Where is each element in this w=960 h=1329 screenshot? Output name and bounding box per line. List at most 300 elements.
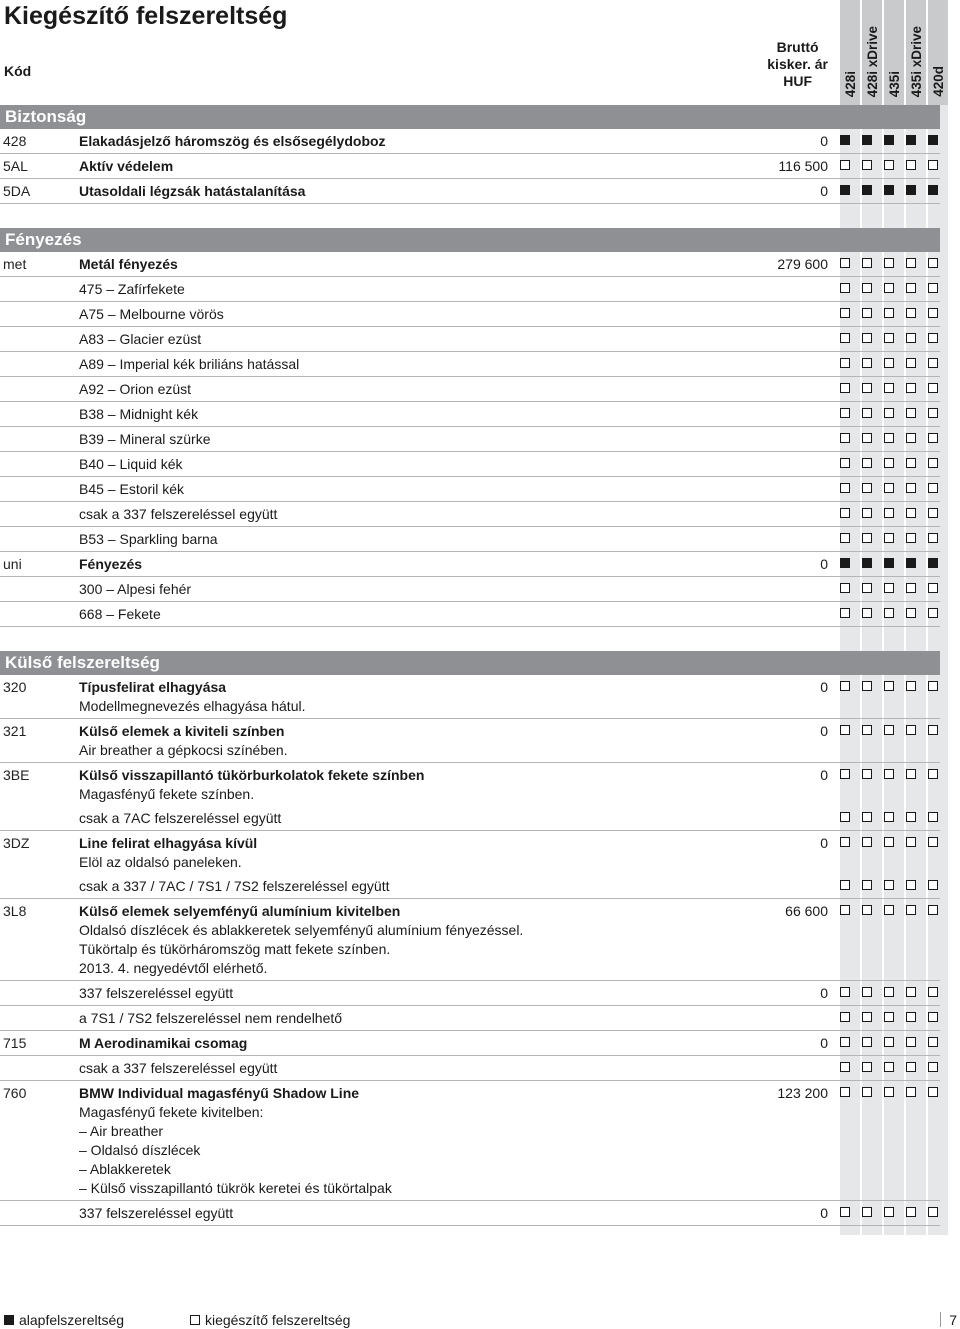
legend-optional: kiegészítő felszereltség [190,1312,351,1328]
page-title: Kiegészítő felszereltség [4,2,288,30]
option-description [79,480,699,499]
optional-mark-icon [840,408,850,418]
availability-marks [840,533,940,545]
optional-mark-icon [884,383,894,393]
table-row [0,763,940,806]
optional-mark-icon [928,283,938,293]
option-description [79,530,699,549]
option-code: 3L8 [3,903,27,919]
optional-mark-icon [928,583,938,593]
availability-marks [840,408,940,420]
description-line: Fényezés [79,556,143,572]
optional-mark-icon [928,880,938,890]
availability-marks [840,483,940,495]
optional-mark-icon [840,1207,850,1217]
optional-mark-icon [862,1012,872,1022]
option-code: 320 [3,679,27,695]
option-code: 3DZ [3,835,30,851]
optional-mark-icon [884,508,894,518]
description-line: Elöl az oldalsó paneleken. [79,854,242,870]
optional-mark-icon [862,458,872,468]
option-price: 0 [820,767,828,783]
description-line: Elakadásjelző háromszög és elsősegélydoboz [79,133,386,149]
price-column-header: Bruttó kisker. ár HUF [767,39,828,89]
optional-mark-icon [906,508,916,518]
availability-marks [840,583,940,595]
table-row [0,831,940,874]
optional-mark-icon [928,408,938,418]
section-gap [0,204,960,228]
optional-mark-icon [884,1037,894,1047]
section-header: Fényezés [0,228,940,252]
standard-mark-icon [906,135,916,145]
optional-mark-icon [906,258,916,268]
optional-mark-icon [862,408,872,418]
standard-mark-icon [928,135,938,145]
table-row [0,1201,940,1226]
option-code: met [3,256,27,272]
option-code: 321 [3,723,27,739]
optional-mark-icon [906,1207,916,1217]
description-line: Aktív védelem [79,158,174,174]
optional-mark-icon [862,433,872,443]
option-description [79,330,699,349]
description-line: A75 – Melbourne vörös [79,306,224,322]
optional-mark-icon [862,583,872,593]
optional-mark-icon [862,987,872,997]
option-description [79,766,699,804]
table-row [0,719,940,763]
optional-mark-icon [928,1207,938,1217]
optional-mark-icon [906,458,916,468]
optional-mark-icon [862,483,872,493]
description-line: 300 – Alpesi fehér [79,581,192,597]
table-row [0,527,940,552]
availability-marks [840,308,940,320]
availability-marks [840,185,940,197]
standard-mark-icon [928,185,938,195]
optional-mark-icon [884,160,894,170]
description-line: Magasfényű fekete színben. [79,786,255,802]
optional-mark-icon [862,283,872,293]
model-header-428i-xdrive: 428i xDrive [862,0,882,105]
optional-mark-icon [884,681,894,691]
availability-marks [840,558,940,570]
table-row [0,477,940,502]
option-description [79,605,699,624]
option-description [79,505,699,524]
availability-marks [840,1087,940,1099]
option-price: 116 500 [778,158,828,174]
optional-mark-icon [840,905,850,915]
optional-mark-icon [928,433,938,443]
availability-marks [840,905,940,917]
optional-mark-icon [928,458,938,468]
optional-mark-icon [906,408,916,418]
option-description [79,280,699,299]
description-line: csak a 7AC felszereléssel együtt [79,810,282,826]
availability-marks [840,880,940,892]
option-description [79,902,699,978]
table-row [0,179,940,204]
optional-mark-icon [884,725,894,735]
table-row [0,899,940,981]
description-line: Air breather a gépkocsi színében. [79,742,288,758]
description-line: Metál fényezés [79,256,178,272]
option-description [79,1204,699,1223]
optional-mark-icon [884,458,894,468]
optional-mark-icon [840,308,850,318]
table-row [0,1031,940,1056]
optional-mark-icon [928,987,938,997]
table-row [0,154,940,179]
optional-mark-icon [862,1037,872,1047]
availability-marks [840,987,940,999]
optional-mark-icon [884,1207,894,1217]
description-line: – Air breather [79,1123,164,1139]
table-row [0,602,940,627]
optional-mark-icon [906,358,916,368]
empty-square-icon [190,1315,200,1325]
optional-mark-icon [840,1087,850,1097]
description-line: B45 – Estoril kék [79,481,185,497]
option-description [79,809,699,828]
availability-marks [840,358,940,370]
option-description [79,678,699,716]
legend-standard: alapfelszereltség [4,1312,124,1328]
option-description [79,1059,699,1078]
availability-marks [840,725,940,737]
table-row [0,806,940,831]
optional-mark-icon [840,508,850,518]
section-header: Külső felszereltség [0,651,940,675]
availability-marks [840,283,940,295]
option-description [79,1009,699,1028]
option-code: 760 [3,1085,27,1101]
optional-mark-icon [884,483,894,493]
standard-mark-icon [840,135,850,145]
description-line: Utasoldali légzsák hatástalanítása [79,183,306,199]
optional-mark-icon [928,508,938,518]
optional-mark-icon [928,1012,938,1022]
option-price: 0 [820,985,828,1001]
optional-mark-icon [906,608,916,618]
optional-mark-icon [906,681,916,691]
optional-mark-icon [906,583,916,593]
optional-mark-icon [928,812,938,822]
optional-mark-icon [906,308,916,318]
description-line: 2013. 4. negyedévtől elérhető. [79,960,268,976]
optional-mark-icon [906,1062,916,1072]
standard-mark-icon [928,558,938,568]
optional-mark-icon [840,1037,850,1047]
optional-mark-icon [862,1087,872,1097]
option-description [79,305,699,324]
description-line: M Aerodinamikai csomag [79,1035,248,1051]
optional-mark-icon [862,308,872,318]
description-line: Tükörtalp és tükörháromszög matt fekete színben. [79,941,391,957]
standard-mark-icon [862,135,872,145]
optional-mark-icon [840,383,850,393]
optional-mark-icon [928,533,938,543]
option-description [79,182,699,201]
availability-marks [840,383,940,395]
optional-mark-icon [928,160,938,170]
optional-mark-icon [884,433,894,443]
optional-mark-icon [862,533,872,543]
description-line: – Ablakkeretek [79,1161,171,1177]
optional-mark-icon [862,608,872,618]
equipment-table [0,105,960,1226]
optional-mark-icon [840,258,850,268]
option-price: 279 600 [777,256,828,272]
description-line: Külső visszapillantó tükörburkolatok fekete színben [79,767,425,783]
optional-mark-icon [840,681,850,691]
availability-marks [840,608,940,620]
description-line: A89 – Imperial kék briliáns hatással [79,356,300,372]
option-description [79,580,699,599]
description-line: Külső elemek a kiviteli színben [79,723,285,739]
description-line: – Külső visszapillantó tükrök keretei és tükörtalpak [79,1180,392,1196]
option-description [79,722,699,760]
optional-mark-icon [884,283,894,293]
option-price: 66 600 [785,903,828,919]
option-description [79,255,699,274]
option-description [79,132,699,151]
model-header-428i: 428i [840,0,860,105]
optional-mark-icon [906,160,916,170]
availability-marks [840,258,940,270]
optional-mark-icon [884,608,894,618]
optional-mark-icon [884,987,894,997]
optional-mark-icon [906,1012,916,1022]
optional-mark-icon [906,905,916,915]
optional-mark-icon [840,1012,850,1022]
option-description [79,555,699,574]
optional-mark-icon [884,358,894,368]
optional-mark-icon [862,905,872,915]
optional-mark-icon [840,483,850,493]
table-row [0,377,940,402]
availability-marks [840,837,940,849]
availability-marks [840,1037,940,1049]
table-row [0,502,940,527]
table-row [0,302,940,327]
optional-mark-icon [884,769,894,779]
optional-mark-icon [840,358,850,368]
description-line: B40 – Liquid kék [79,456,183,472]
option-code: 428 [3,133,27,149]
option-description [79,1034,699,1053]
optional-mark-icon [906,987,916,997]
optional-mark-icon [884,812,894,822]
optional-mark-icon [906,812,916,822]
optional-mark-icon [840,987,850,997]
availability-marks [840,458,940,470]
option-code: 5AL [3,158,28,174]
option-price: 0 [820,1035,828,1051]
optional-mark-icon [884,583,894,593]
optional-mark-icon [906,837,916,847]
option-code: uni [3,556,22,572]
optional-mark-icon [884,1012,894,1022]
optional-mark-icon [840,583,850,593]
description-line: Line felirat elhagyása kívül [79,835,258,851]
option-price: 0 [820,679,828,695]
option-description [79,430,699,449]
description-line: B53 – Sparkling barna [79,531,218,547]
description-line: a 7S1 / 7S2 felszereléssel nem rendelhető [79,1010,343,1026]
optional-mark-icon [906,283,916,293]
optional-mark-icon [884,1087,894,1097]
page-number: 7 [940,1312,957,1328]
optional-mark-icon [884,880,894,890]
optional-mark-icon [906,1087,916,1097]
optional-mark-icon [928,258,938,268]
option-price: 0 [820,723,828,739]
optional-mark-icon [862,812,872,822]
availability-marks [840,333,940,345]
description-line: Külső elemek selyemfényű alumínium kivitelben [79,903,401,919]
optional-mark-icon [840,812,850,822]
optional-mark-icon [884,837,894,847]
optional-mark-icon [862,383,872,393]
optional-mark-icon [840,608,850,618]
optional-mark-icon [928,333,938,343]
table-row [0,252,940,277]
optional-mark-icon [928,681,938,691]
description-line: Típusfelirat elhagyása [79,679,227,695]
optional-mark-icon [884,333,894,343]
optional-mark-icon [862,1207,872,1217]
option-price: 0 [820,133,828,149]
availability-marks [840,1062,940,1074]
option-code: 715 [3,1035,27,1051]
table-row [0,452,940,477]
optional-mark-icon [906,725,916,735]
table-row [0,277,940,302]
table-row [0,577,940,602]
standard-mark-icon [884,558,894,568]
standard-mark-icon [862,558,872,568]
optional-mark-icon [862,508,872,518]
availability-marks [840,812,940,824]
availability-marks [840,1207,940,1219]
description-line: 668 – Fekete [79,606,161,622]
option-description [79,984,699,1003]
optional-mark-icon [906,1037,916,1047]
availability-marks [840,769,940,781]
filled-square-icon [4,1315,14,1325]
description-line: A83 – Glacier ezüst [79,331,202,347]
description-line: 337 felszereléssel együtt [79,1205,234,1221]
option-description [79,355,699,374]
standard-mark-icon [840,558,850,568]
optional-mark-icon [928,769,938,779]
optional-mark-icon [884,308,894,318]
availability-marks [840,160,940,172]
section-header: Biztonság [0,105,940,129]
optional-mark-icon [862,880,872,890]
option-description [79,1084,699,1198]
optional-mark-icon [840,880,850,890]
model-header-420d: 420d [928,0,948,105]
optional-mark-icon [862,258,872,268]
optional-mark-icon [840,533,850,543]
option-description [79,405,699,424]
standard-mark-icon [906,558,916,568]
description-line: B38 – Midnight kék [79,406,199,422]
standard-mark-icon [862,185,872,195]
description-line: – Oldalsó díszlécek [79,1142,201,1158]
availability-marks [840,508,940,520]
optional-mark-icon [840,333,850,343]
option-description [79,380,699,399]
optional-mark-icon [906,433,916,443]
option-price: 0 [820,183,828,199]
optional-mark-icon [862,333,872,343]
model-header-435i: 435i [884,0,904,105]
optional-mark-icon [862,837,872,847]
description-line: Magasfényű fekete kivitelben: [79,1104,264,1120]
availability-marks [840,433,940,445]
standard-mark-icon [884,185,894,195]
optional-mark-icon [862,725,872,735]
optional-mark-icon [840,458,850,468]
optional-mark-icon [840,1062,850,1072]
optional-mark-icon [840,160,850,170]
table-row [0,427,940,452]
option-price: 0 [820,835,828,851]
table-row [0,129,940,154]
table-row [0,981,940,1006]
option-code: 5DA [3,183,31,199]
optional-mark-icon [840,725,850,735]
availability-marks [840,1012,940,1024]
description-line: BMW Individual magasfényű Shadow Line [79,1085,360,1101]
optional-mark-icon [862,160,872,170]
optional-mark-icon [862,769,872,779]
table-row [0,874,940,899]
optional-mark-icon [928,725,938,735]
standard-mark-icon [840,185,850,195]
optional-mark-icon [840,769,850,779]
optional-mark-icon [840,433,850,443]
model-header-435i-xdrive: 435i xDrive [906,0,926,105]
optional-mark-icon [906,483,916,493]
availability-marks [840,135,940,147]
optional-mark-icon [928,1037,938,1047]
optional-mark-icon [884,533,894,543]
optional-mark-icon [884,408,894,418]
optional-mark-icon [928,483,938,493]
optional-mark-icon [862,681,872,691]
optional-mark-icon [928,905,938,915]
table-row [0,1006,940,1031]
availability-marks [840,681,940,693]
optional-mark-icon [862,358,872,368]
option-price: 123 200 [777,1085,828,1101]
optional-mark-icon [884,1062,894,1072]
option-price: 0 [820,1205,828,1221]
description-line: csak a 337 felszereléssel együtt [79,1060,278,1076]
standard-mark-icon [906,185,916,195]
standard-mark-icon [884,135,894,145]
optional-mark-icon [928,308,938,318]
optional-mark-icon [906,533,916,543]
table-row [0,552,940,577]
description-line: csak a 337 / 7AC / 7S1 / 7S2 felszereléssel együtt [79,878,390,894]
